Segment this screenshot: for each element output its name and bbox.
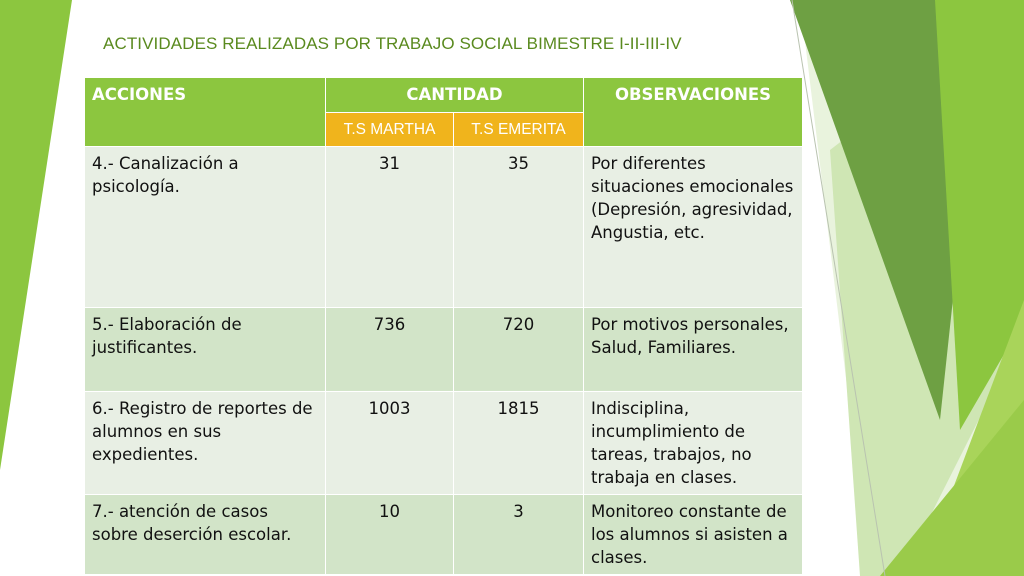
slide-title: ACTIVIDADES REALIZADAS POR TRABAJO SOCIAL BIMESTRE I-II-III-IV <box>103 34 682 53</box>
table-row <box>85 308 803 392</box>
cell-martha: 1003 <box>326 392 454 495</box>
cell-accion: 4.- Canalización a psicología. <box>85 147 326 308</box>
table-row <box>85 392 803 495</box>
cell-emerita: 3 <box>454 495 584 575</box>
cell-martha: 736 <box>326 308 454 392</box>
table-row <box>85 495 803 575</box>
left-green-wedge <box>0 0 72 470</box>
cell-accion: 7.- atención de casos sobre deserción escolar. <box>85 495 326 575</box>
cell-observacion: Indisciplina, incumplimiento de tareas, trabajos, no trabaja en clases. <box>584 392 803 495</box>
subheader-emerita: T.S EMERITA <box>454 112 584 147</box>
header-observaciones: OBSERVACIONES <box>584 78 803 147</box>
subheader-martha: T.S MARTHA <box>326 112 454 147</box>
cell-observacion: Monitoreo constante de los alumnos si asisten a clases. <box>584 495 803 575</box>
activities-table <box>84 77 803 575</box>
header-cantidad: CANTIDAD <box>326 78 584 113</box>
cell-emerita: 35 <box>454 147 584 308</box>
cell-emerita: 720 <box>454 308 584 392</box>
cell-emerita: 1815 <box>454 392 584 495</box>
header-acciones: ACCIONES <box>85 78 326 147</box>
cell-observacion: Por diferentes situaciones emocionales (Depresión, agresividad, Angustia, etc. <box>584 147 803 308</box>
cell-observacion: Por motivos personales, Salud, Familiares. <box>584 308 803 392</box>
cell-accion: 5.- Elaboración de justificantes. <box>85 308 326 392</box>
cell-martha: 10 <box>326 495 454 575</box>
table-row <box>85 147 803 308</box>
cell-martha: 31 <box>326 147 454 308</box>
cell-accion: 6.- Registro de reportes de alumnos en sus expedientes. <box>85 392 326 495</box>
